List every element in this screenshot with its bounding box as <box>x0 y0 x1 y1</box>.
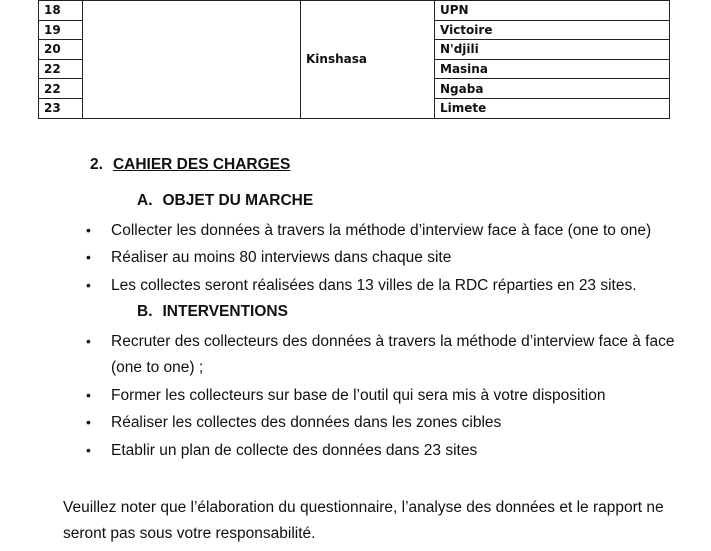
site-name: Victoire <box>435 20 670 40</box>
row-number: 20 <box>39 40 83 60</box>
bullet-icon: • <box>86 249 91 265</box>
section-title: CAHIER DES CHARGES <box>112 156 291 173</box>
site-name: Masina <box>435 59 670 79</box>
list-item-text: Former les collecteurs sur base de l’outil qui sera mis à votre disposition <box>111 387 606 404</box>
row-number: 19 <box>39 20 83 40</box>
subsection-letter: A. <box>137 192 153 209</box>
city-cell: Kinshasa <box>301 1 435 119</box>
section-heading <box>90 156 290 174</box>
subsection-heading-b <box>137 303 288 321</box>
site-name: Limete <box>435 98 670 118</box>
list-item-text: Réaliser au moins 80 interviews dans chaque site <box>111 249 452 266</box>
section-number: 2. <box>90 156 103 173</box>
row-number: 22 <box>39 79 83 99</box>
table-row <box>39 1 670 21</box>
subsection-heading-a <box>137 192 313 210</box>
list-item-text: Réaliser les collectes des données dans les zones cibles <box>111 414 502 431</box>
site-name: UPN <box>435 1 670 21</box>
row-number: 22 <box>39 59 83 79</box>
row-number: 18 <box>39 1 83 21</box>
sites-table <box>38 0 670 119</box>
subsection-title: OBJET DU MARCHE <box>162 192 314 209</box>
row-number: 23 <box>39 98 83 118</box>
bullet-icon: • <box>86 333 91 349</box>
bullet-icon: • <box>86 442 91 458</box>
responsibility-note: Veuillez noter que l’élaboration du questionnaire, l’analyse des données et le rapport ne seront pas sous votre responsabilité. <box>63 499 664 542</box>
subsection-letter: B. <box>137 303 153 320</box>
list-item-text: (one to one) ; <box>111 359 204 376</box>
bullet-icon: • <box>86 414 91 430</box>
subsection-title: INTERVENTIONS <box>162 303 288 320</box>
list-item-text: Collecter les données à travers la méthode d’interview face à face (one to one) <box>111 222 652 239</box>
site-name: N'djili <box>435 40 670 60</box>
list-item-text: Recruter des collecteurs des données à travers la méthode d’interview face à face <box>111 333 675 350</box>
bullet-icon: • <box>86 222 91 238</box>
bullet-icon: • <box>86 277 91 293</box>
list-item-text: Etablir un plan de collecte des données dans 23 sites <box>111 442 478 459</box>
site-name: Ngaba <box>435 79 670 99</box>
bullet-icon: • <box>86 387 91 403</box>
blank-cell <box>83 1 301 119</box>
list-item-text: Les collectes seront réalisées dans 13 villes de la RDC réparties en 23 sites. <box>111 277 637 294</box>
